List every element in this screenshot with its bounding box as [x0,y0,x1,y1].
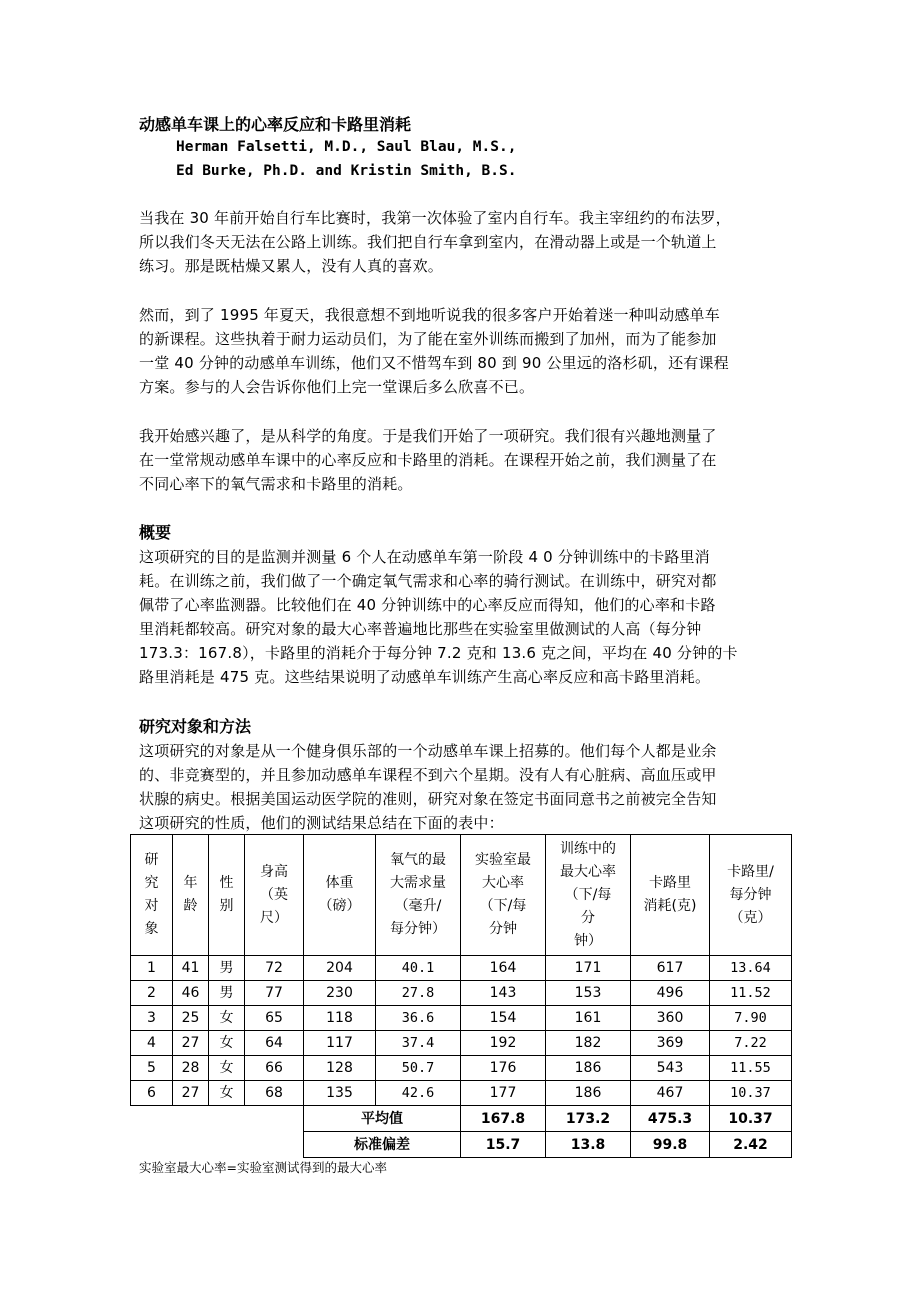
blank-cell [131,1132,304,1158]
header-text-line: 分 [581,909,595,926]
text-line: 所以我们冬天无法在公路上训练。我们把自行车拿到室内，在滑动器上或是一个轨道上 [139,233,717,251]
summary-value: 167.8 [461,1106,546,1132]
table-cell: 192 [461,1031,546,1056]
table-cell: 369 [631,1031,710,1056]
header-text-line: 大需求量 [390,875,446,891]
text-line: 这项研究的对象是从一个健身俱乐部的一个动感单车课上招募的。他们每个人都是业余 [139,742,717,760]
summary-row [131,1132,792,1158]
text-line: 173.3：167.8），卡路里的消耗介于每分钟 7.2 克和 13.6 克之间，平均在 40 分钟的卡 [139,644,738,662]
author-line-2: Ed Burke, Ph.D. and Kristin Smith, B.S. [176,163,517,179]
table-cell: 10.37 [710,1081,792,1106]
summary-value: 99.8 [631,1132,710,1158]
table-cell: 11.52 [710,981,792,1006]
summary-label: 平均值 [304,1106,461,1132]
text-line: 方案。参与的人会告诉你他们上完一堂课后多么欣喜不已。 [139,378,535,396]
summary-paragraph [139,545,799,689]
text-line: 这项研究的性质，他们的测试结果总结在下面的表中： [139,814,504,832]
table-cell: 186 [546,1081,631,1106]
header-text-line: 象 [144,921,159,937]
summary-value: 10.37 [710,1106,792,1132]
column-header [209,835,245,956]
column-header [245,835,304,956]
header-text-line: 别 [219,898,234,914]
text-line: 状腺的病史。根据美国运动医学院的准则，研究对象在签定书面同意书之前被完全告知 [139,790,717,808]
author-line-1: Herman Falsetti, M.D., Saul Blau, M.S., [176,139,517,155]
methods-heading: 研究对象和方法 [139,717,252,736]
column-header [461,835,546,956]
table-cell: 27 [173,1081,209,1106]
table-row [131,981,792,1006]
table-cell: 女 [209,1006,245,1031]
table-cell: 230 [304,981,376,1006]
header-text-line: 消耗(克) [643,898,697,914]
table-cell: 2 [131,981,173,1006]
table-cell: 154 [461,1006,546,1031]
document-title: 动感单车课上的心率反应和卡路里消耗 [139,115,412,134]
text-line: 我开始感兴趣了，是从科学的角度。于是我们开始了一项研究。我们很有兴趣地测量了 [139,427,717,445]
column-header [304,835,376,956]
table-cell: 617 [631,956,710,981]
text-line: 在一堂常规动感单车课中的心率反应和卡路里的消耗。在课程开始之前，我们测量了在 [139,451,717,469]
summary-value: 15.7 [461,1132,546,1158]
table-cell: 28 [173,1056,209,1081]
table-cell: 161 [546,1006,631,1031]
header-text-line: 究 [144,875,159,891]
table-cell: 6 [131,1081,173,1106]
table-cell: 153 [546,981,631,1006]
header-text-line: 对 [144,898,159,914]
header-text-line: 尺） [260,909,288,926]
text-line: 当我在 30 年前开始自行车比赛时，我第一次体验了室内自行车。我主宰纽约的布法罗， [139,209,731,227]
header-text-line: 体重 [325,875,354,891]
text-line: 不同心率下的氧气需求和卡路里的消耗。 [139,475,413,493]
column-header [710,835,792,956]
table-cell: 37.4 [376,1031,461,1056]
table-cell: 7.22 [710,1031,792,1056]
table-cell: 171 [546,956,631,981]
table-row [131,1031,792,1056]
table-cell: 143 [461,981,546,1006]
header-text-line: （毫升/ [394,898,442,914]
table-header-row [131,835,792,956]
table-row [131,1006,792,1031]
table-cell: 467 [631,1081,710,1106]
header-text-line: （克） [729,909,772,926]
table-cell: 46 [173,981,209,1006]
table-cell: 66 [245,1056,304,1081]
table-cell: 77 [245,981,304,1006]
table-cell: 177 [461,1081,546,1106]
table-cell: 40.1 [376,956,461,981]
text-line: 一堂 40 分钟的动感单车训练，他们又不惜驾车到 80 到 90 公里远的洛杉矶，还有课程 [139,354,729,372]
header-text-line: 大心率 [482,875,524,891]
table-cell: 72 [245,956,304,981]
table-cell: 360 [631,1006,710,1031]
table-row [131,956,792,981]
table-cell: 543 [631,1056,710,1081]
text-line: 然而，到了 1995 年夏天，我很意想不到地听说我的很多客户开始着迷一种叫动感单车 [139,306,720,324]
text-line: 练习。那是既枯燥又累人，没有人真的喜欢。 [139,257,444,275]
table-row [131,1056,792,1081]
table-cell: 3 [131,1006,173,1031]
results-table [130,834,792,1158]
header-text-line: （磅） [318,898,361,914]
table-row [131,1081,792,1106]
table-footnote: 实验室最大心率=实验室测试得到的最大心率 [139,1160,387,1175]
table-cell: 182 [546,1031,631,1056]
table-cell: 27.8 [376,981,461,1006]
table-cell: 13.64 [710,956,792,981]
table-cell: 41 [173,956,209,981]
header-text-line: 身高 [260,863,288,880]
text-line: 路里消耗是 475 克。这些结果说明了动感单车训练产生高心率反应和高卡路里消耗。 [139,668,711,686]
table-cell: 204 [304,956,376,981]
table-cell: 65 [245,1006,304,1031]
table-cell: 女 [209,1031,245,1056]
table-cell: 7.90 [710,1006,792,1031]
header-text-line: 性 [219,875,234,891]
table-cell: 女 [209,1056,245,1081]
table-cell: 25 [173,1006,209,1031]
table-cell: 64 [245,1031,304,1056]
header-text-line: 训练中的 [560,840,616,857]
table-cell: 4 [131,1031,173,1056]
table-cell: 女 [209,1081,245,1106]
table-cell: 42.6 [376,1081,461,1106]
table-cell: 496 [631,981,710,1006]
summary-heading: 概要 [139,523,172,542]
intro-paragraph-1 [139,206,799,278]
table-cell: 1 [131,956,173,981]
column-header [546,835,631,956]
header-text-line: 最大心率 [560,863,616,880]
text-line: 的新课程。这些执着于耐力运动员们，为了能在室外训练而搬到了加州，而为了能参加 [139,330,717,348]
summary-row [131,1106,792,1132]
table-cell: 男 [209,956,245,981]
header-text-line: 研 [144,852,159,868]
text-line: 里消耗都较高。研究对象的最大心率普遍地比那些在实验室里做测试的人高（每分钟 [139,620,702,638]
table-cell: 68 [245,1081,304,1106]
summary-label: 标准偏差 [304,1132,461,1158]
column-header [131,835,173,956]
summary-value: 2.42 [710,1132,792,1158]
table-cell: 36.6 [376,1006,461,1031]
table-cell: 男 [209,981,245,1006]
table-cell: 135 [304,1081,376,1106]
intro-paragraph-2 [139,303,799,399]
column-header [376,835,461,956]
table-cell: 5 [131,1056,173,1081]
blank-cell [131,1106,304,1132]
header-text-line: 每分钟 [729,886,772,903]
header-text-line: 分钟 [489,921,517,937]
table-cell: 11.55 [710,1056,792,1081]
header-text-line: 年 [183,875,198,891]
summary-value: 173.2 [546,1106,631,1132]
table-cell: 164 [461,956,546,981]
header-text-line: （下/每 [479,898,527,914]
table-cell: 50.7 [376,1056,461,1081]
methods-paragraph [139,739,799,835]
column-header [631,835,710,956]
table-cell: 176 [461,1056,546,1081]
summary-value: 475.3 [631,1106,710,1132]
header-text-line: 钟） [574,932,602,949]
header-text-line: 氧气的最 [390,852,446,868]
table-cell: 27 [173,1031,209,1056]
header-text-line: 每分钟） [390,921,446,937]
column-header [173,835,209,956]
header-text-line: 卡路里 [649,875,691,891]
summary-value: 13.8 [546,1132,631,1158]
table-cell: 118 [304,1006,376,1031]
text-line: 耗。在训练之前，我们做了一个确定氧气需求和心率的骑行测试。在训练中，研究对都 [139,572,717,590]
table-cell: 128 [304,1056,376,1081]
text-line: 的、非竞赛型的，并且参加动感单车课程不到六个星期。没有人有心脏病、高血压或甲 [139,766,717,784]
header-text-line: 卡路里/ [727,863,774,880]
header-text-line: 龄 [183,898,198,914]
intro-paragraph-3 [139,424,799,496]
header-text-line: （下/每 [564,886,612,903]
text-line: 这项研究的目的是监测并测量 6 个人在动感单车第一阶段 4 0 分钟训练中的卡路里消 [139,548,710,566]
table-cell: 186 [546,1056,631,1081]
header-text-line: 实验室最 [475,852,531,868]
header-text-line: （英 [260,886,288,903]
table-cell: 117 [304,1031,376,1056]
text-line: 佩带了心率监测器。比较他们在 40 分钟训练中的心率反应而得知，他们的心率和卡路 [139,596,716,614]
